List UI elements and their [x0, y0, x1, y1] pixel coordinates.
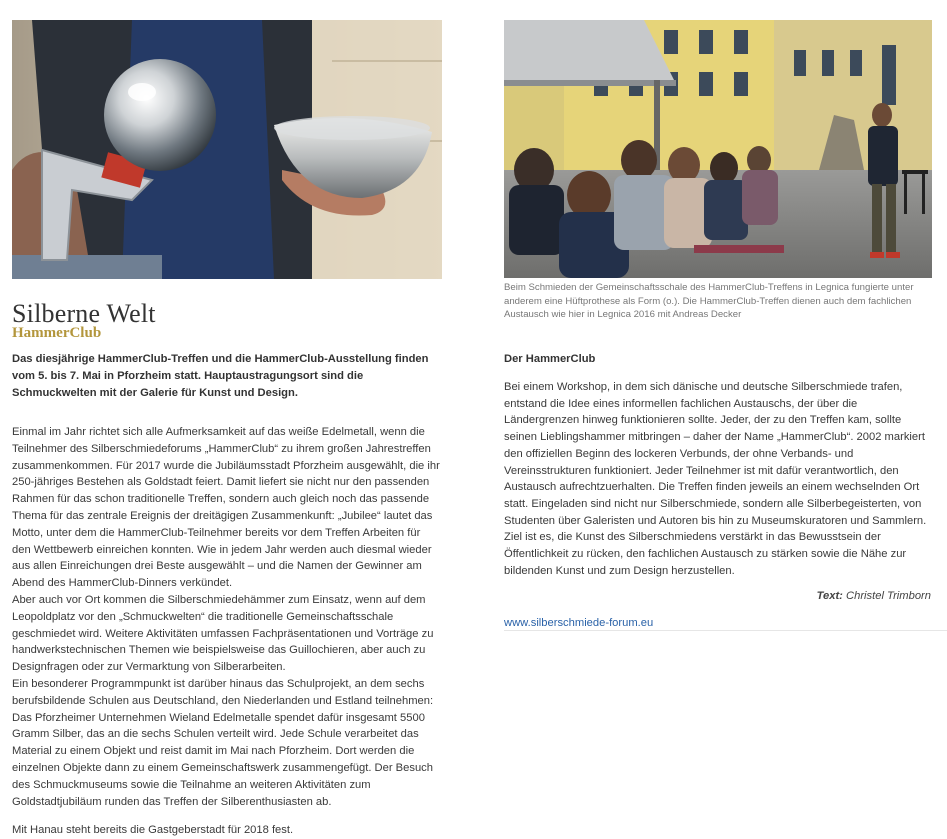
website-link[interactable]: www.silberschmiede-forum.eu [504, 617, 654, 629]
photo-silver-objects-image [12, 20, 442, 279]
body-paragraph: Ein besonderer Programmpunkt ist darüber hinaus das Schulprojekt, an dem sechs berufsbildende Schulen aus Deutschland, den Niederlanden und Estland teilnehmen: Das Pforzheimer Unternehmen Wieland Edelmetalle spendet dafür insgesamt 5500 Gramm Silber, das an die sechs Schulen verteilt wird. Jede Schule verarbeitet das Material zu einem Objekt und reist damit im Mai nach Pforzheim. Dort werden die einzelnen Objekte dann zu einem Gemeinschaftswerk zusammengefügt. Der Besuch des Schmuckmuseums sowie die Teilnahme an weiteren Aktivitäten zum Goldstadtjubiläum runden das Treffen der Silberenthusiasten ab. [12, 677, 434, 808]
body-paragraph: Mit Hanau steht bereits die Gastgeberstadt für 2018 fest. [12, 824, 294, 837]
divider [504, 630, 947, 631]
author-credit [817, 590, 931, 602]
credit-name: Christel Trimborn [846, 590, 931, 602]
article-lead: Das diesjährige HammerClub-Treffen und die HammerClub-Ausstellung finden vom 5. bis 7. Mai in Pforzheim statt. Hauptaustragungsort sind die Schmuckwelten mit der Galerie für Kunst und Design. [12, 353, 429, 399]
article-title: Silberne Welt [12, 299, 156, 328]
photo-legnica-meeting [504, 20, 932, 278]
section-body: Bei einem Workshop, in dem sich dänische und deutsche Silberschmiede trafen, entstand die Idee eines informellen fachlichen Austauschs, der über die Ländergrenzen hinweg funktionieren sollte. Jeder, der zu den Treffen kam, sollte seinen Lieblingshammer mitbringen – daher der Name „HammerClub“. 2002 markiert den offiziellen Beginn des lockeren Verbunds, der ohne Verbands- und Vereinsstrukturen funktioniert. Jeder Teilnehmer ist mit dafür verantwortlich, den Austausch aufrechtzuerhalten. Die Treffen finden jeweils an einem wechselnden Ort statt. Eingeladen sind nicht nur Silberschmiede, sondern alle Silberbegeisterten, von Studenten über Galeristen und Autoren bis hin zu Museumskuratoren und Sammlern. Ziel ist es, die Kunst des Silberschmiedens verstärkt in das Bewusstsein der Öffentlichkeit zu rücken, den fachlichen Austausch zu stärken sowie die Nähe zur bildenden Kunst und zum Design herzustellen. [504, 381, 927, 577]
article-subtitle: HammerClub [12, 325, 102, 341]
section-heading: Der HammerClub [504, 353, 596, 365]
article-body [12, 424, 440, 839]
body-paragraph: Aber auch vor Ort kommen die Silberschmiedehämmer zum Einsatz, wenn auf dem Leopoldplatz vor den „Schmuckwelten“ die traditionelle Gemeinschaftsschale geschmiedet wird. Weitere Aktivitäten umfassen Fachpräsentationen und Vorträge zu handwerkstechnischen Themen wie beispielsweise das Guillochieren, aber auch zu Designfragen oder zur Vermarktung von Silberarbeiten. [12, 593, 434, 674]
photo-caption: Beim Schmieden der Gemeinschaftsschale des HammerClub-Treffens in Legnica fungierte unter anderem eine Hüftprothese als Form (o.). Die HammerClub-Treffen dienen auch dem fachlichen Austausch wie hier in Legnica 2016 mit Andreas Decker [504, 282, 914, 320]
photo-legnica-meeting-image [504, 20, 932, 278]
credit-label: Text: [816, 590, 843, 602]
photo-silver-objects [12, 20, 442, 279]
body-paragraph: Einmal im Jahr richtet sich alle Aufmerksamkeit auf das weiße Edelmetall, wenn die Teilnehmer des Silberschmiedeforums „HammerClub“ zu ihrem großen Jahrestreffen zusammenkommen. Für 2017 wurde die Jubiläumsstadt Pforzheim ausgewählt, die ihr 250-jähriges Bestehen als Goldstadt feiert. Damit liefert sie nicht nur den passenden Rahmen für das schon traditionelle Treffen, sondern auch gleich noch das passende Thema für das zentrale Ereignis der dreitägigen Zusammenkunft: „Jubilee“ lautet das Motto, unter dem die HammerClub-Teilnehmer bereits vor dem Treffen Arbeiten für den Wettbewerb einreichen konnten. Wie in jedem Jahr werden auch diesmal wieder aus allen Einreichungen drei Beste ausgewählt – und die Namen der Gewinner am Abend des HammerClub-Dinners verkündet. [12, 426, 440, 590]
